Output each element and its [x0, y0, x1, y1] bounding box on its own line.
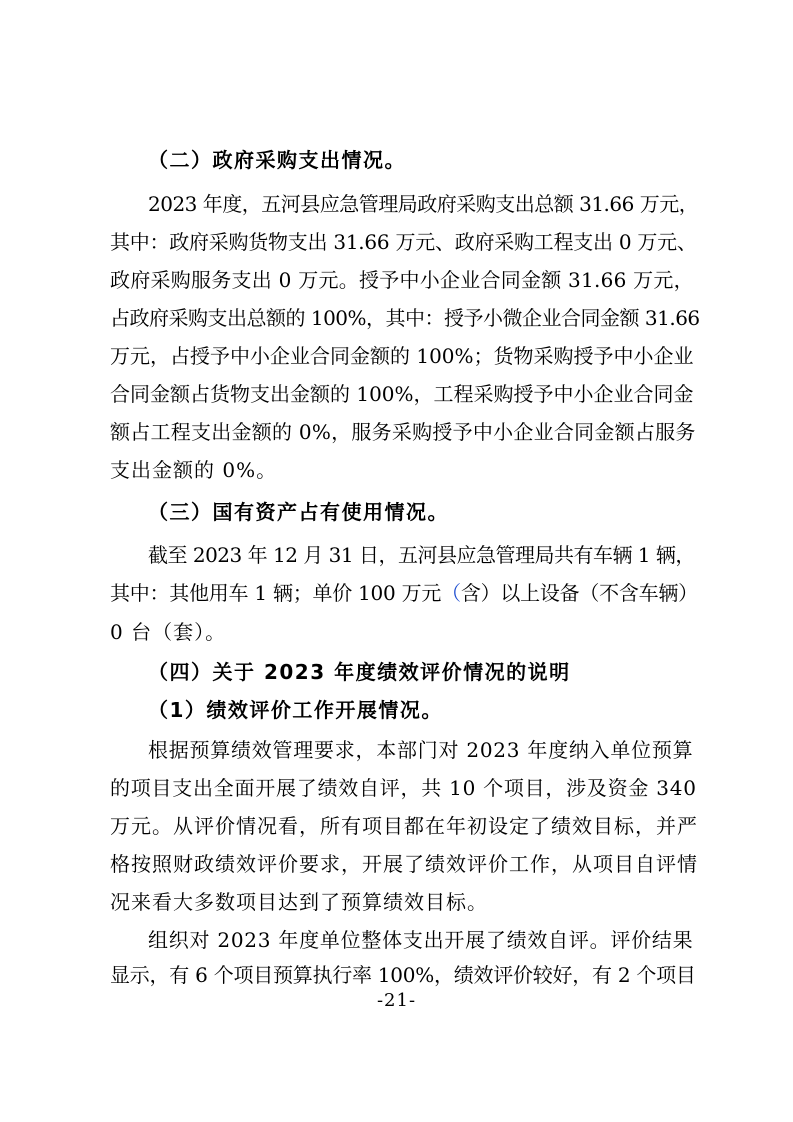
section-heading-performance: （四）关于 2023 年度绩效评价情况的说明 [148, 660, 571, 684]
paragraph-line: 占政府采购支出总额的 100%，其中：授予小微企业合同金额 31.66 [110, 306, 700, 330]
section-heading-procurement: （二）政府采购支出情况。 [148, 148, 406, 172]
page-number: -21- [376, 990, 417, 1011]
section-heading-assets: （三）国有资产占有使用情况。 [148, 500, 449, 524]
paragraph-line: 根据预算绩效管理要求，本部门对 2023 年度纳入单位预算 [148, 738, 694, 762]
paragraph-line [110, 581, 698, 605]
paragraph-line: 2023 年度，五河县应急管理局政府采购支出总额 31.66 万元， [148, 192, 699, 216]
text-run: 含）以上设备（不含车辆） [460, 581, 698, 605]
paragraph-line: 万元。从评价情况看，所有项目都在年初设定了绩效目标，并严 [110, 814, 698, 838]
paragraph-line: 支出金额的 0%。 [110, 458, 278, 482]
paragraph-line: 合同金额占货物支出金额的 100%，工程采购授予中小企业合同金 [110, 382, 694, 406]
blue-parenthesis: （ [441, 581, 461, 605]
paragraph-line: 截至 2023 年 12 月 31 日，五河县应急管理局共有车辆 1 辆， [148, 543, 695, 567]
paragraph-line: 额占工程支出金额的 0%，服务采购授予中小企业合同金额占服务 [110, 420, 696, 444]
paragraph-line: 格按照财政绩效评价要求，开展了绩效评价工作，从项目自评情 [110, 852, 698, 876]
text-run: 其中：其他用车 1 辆；单价 100 万元 [110, 581, 442, 605]
paragraph-line: 组织对 2023 年度单位整体支出开展了绩效自评。评价结果 [148, 928, 694, 952]
paragraph-line: 的项目支出全面开展了绩效自评，共 10 个项目，涉及资金 340 [110, 776, 697, 800]
paragraph-line: 0 台（套）。 [110, 620, 227, 644]
paragraph-line: 况来看大多数项目达到了预算绩效目标。 [110, 890, 488, 914]
paragraph-line: 其中：政府采购货物支出 31.66 万元、政府采购工程支出 0 万元、 [110, 230, 697, 254]
subsection-heading: （1）绩效评价工作开展情况。 [148, 698, 443, 722]
paragraph-line: 政府采购服务支出 0 万元。授予中小企业合同金额 31.66 万元， [110, 268, 694, 292]
paragraph-line: 显示，有 6 个项目预算执行率 100%，绩效评价较好，有 2 个项目 [110, 963, 696, 987]
paragraph-line: 万元，占授予中小企业合同金额的 100%；货物采购授予中小企业 [110, 344, 694, 368]
